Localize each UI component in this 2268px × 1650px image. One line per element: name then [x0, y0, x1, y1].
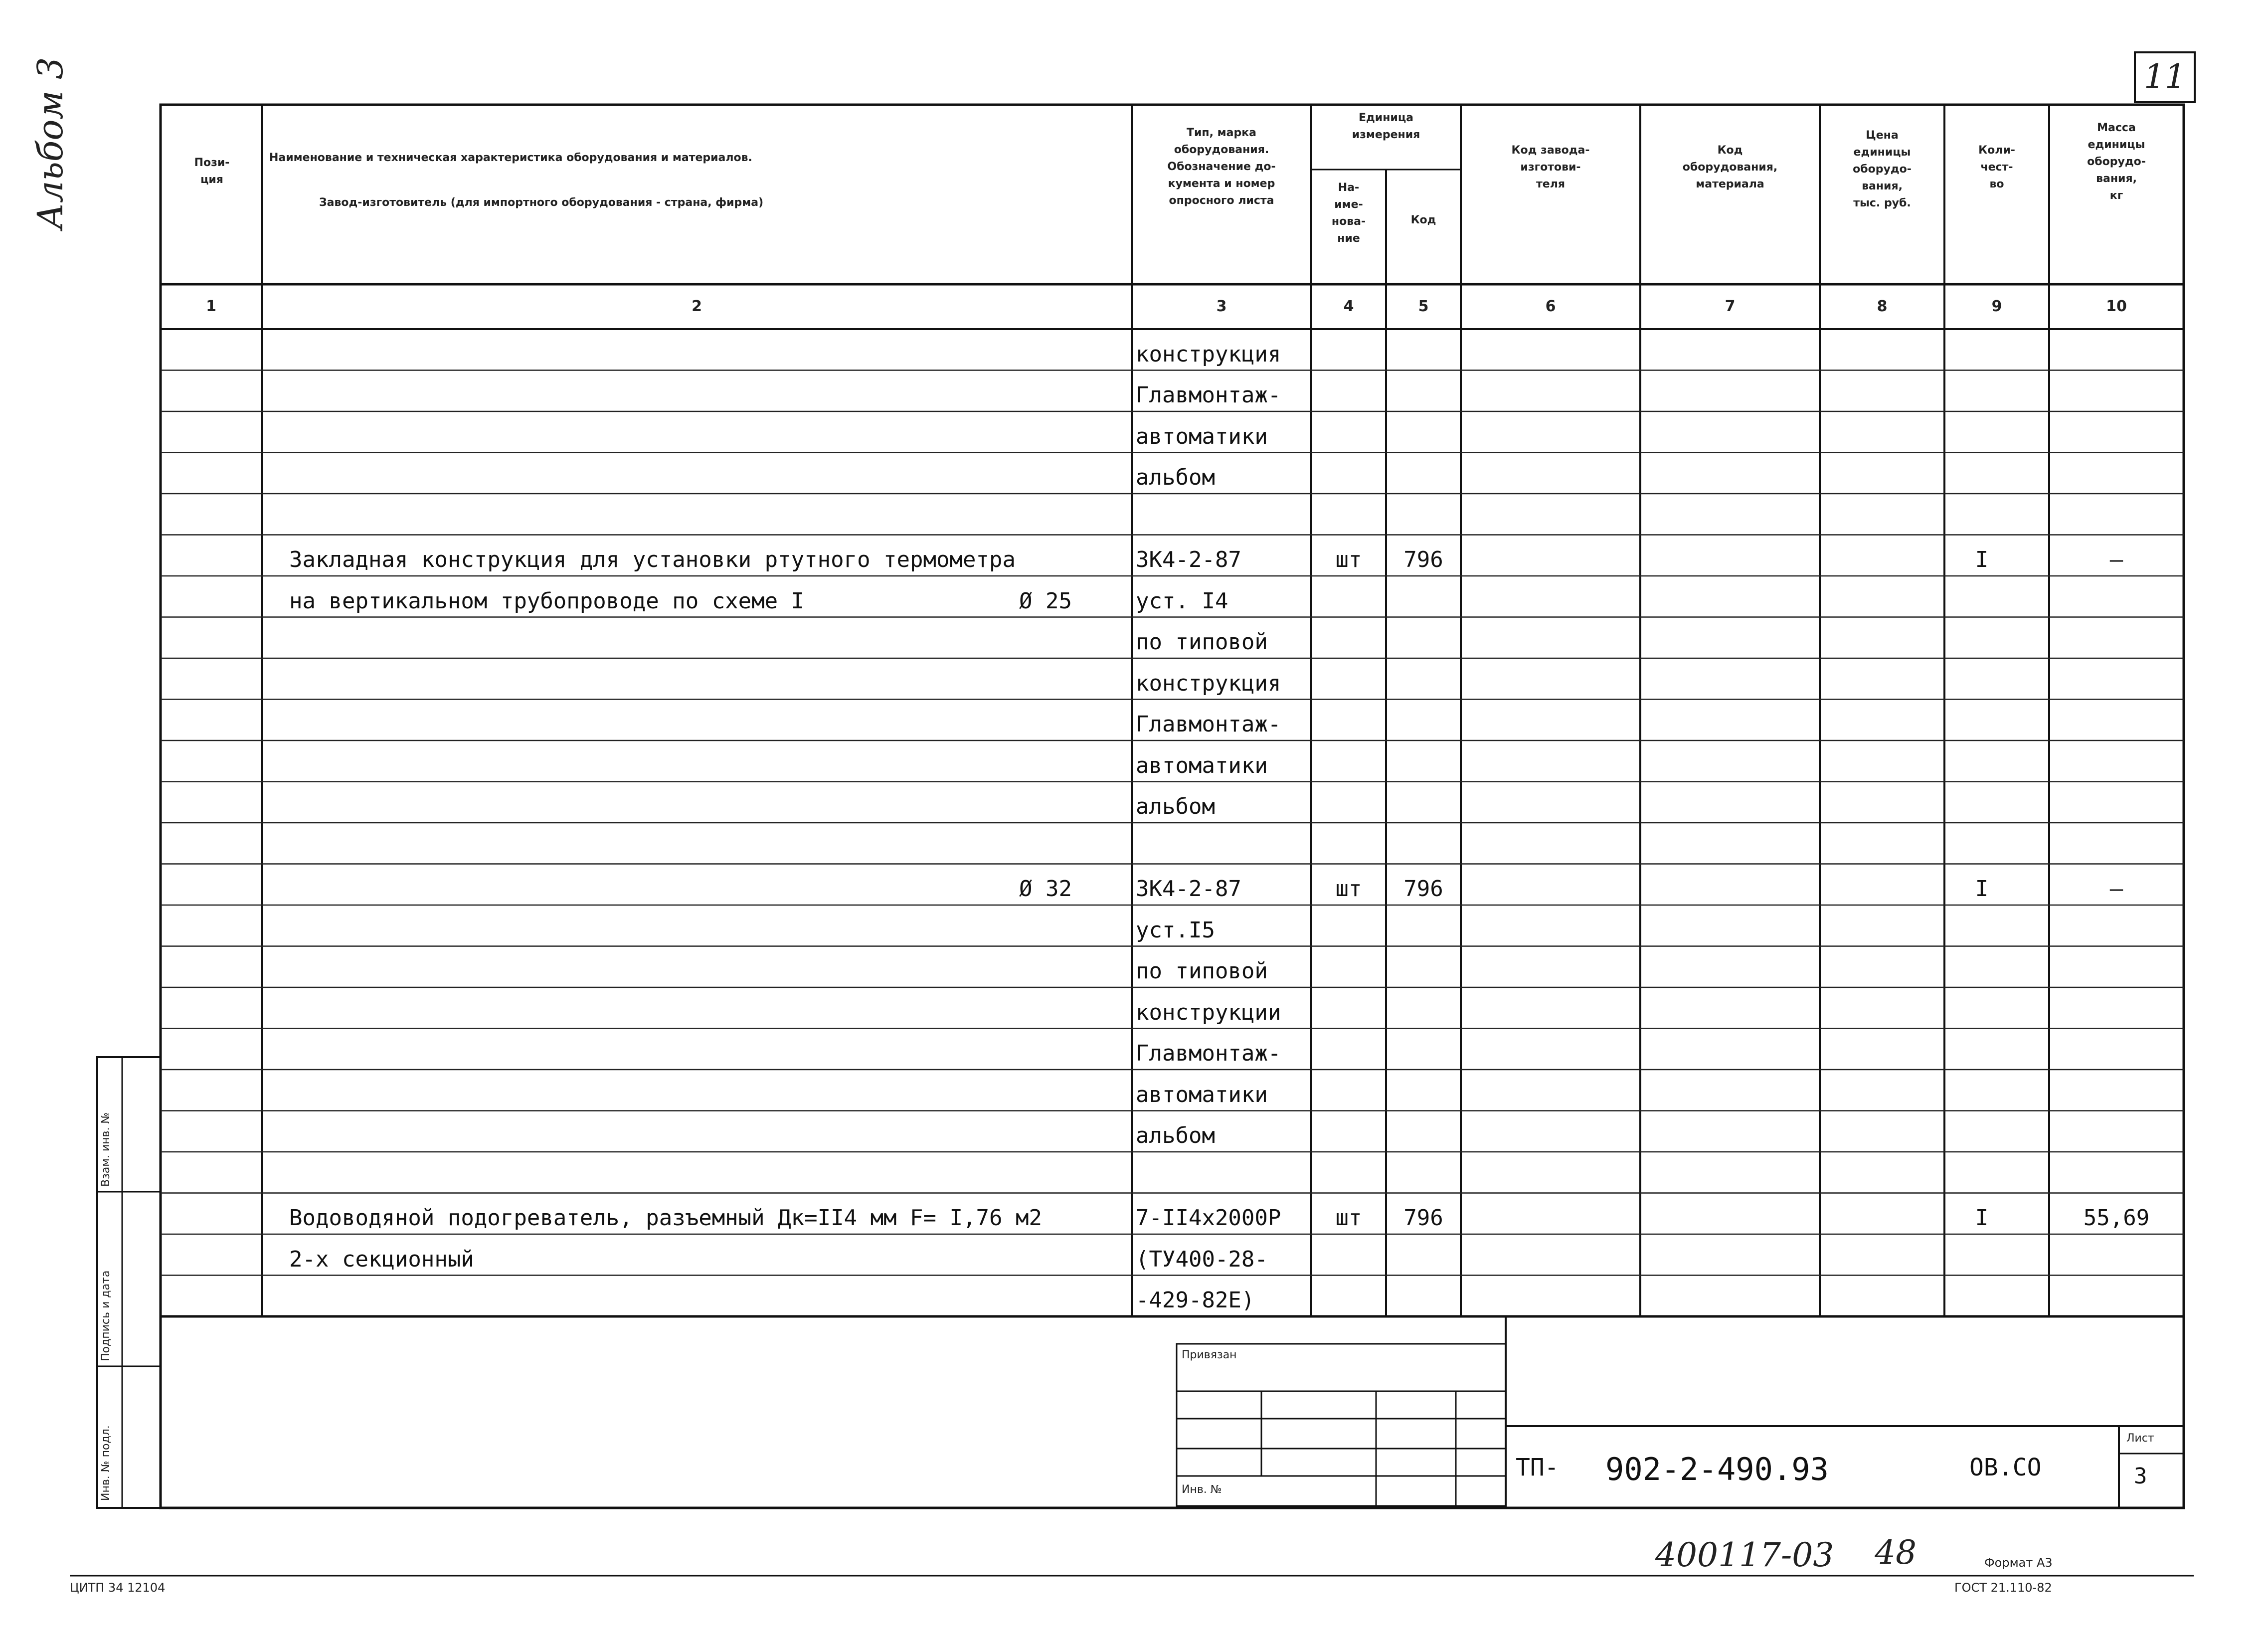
stamp-signature-date: Подпись и дата: [100, 1270, 112, 1361]
cell-quantity: I: [1975, 1205, 1989, 1231]
stamp-original-inv: Инв. № подл.: [100, 1425, 112, 1501]
header-factory-code: Код завода- изготови- теля: [1511, 144, 1590, 190]
column-number: 6: [1545, 298, 1556, 315]
archive-number-handwritten: 400117-03: [1655, 1536, 1834, 1574]
cell-name: Водоводяной подогреватель, разъемный Дк=II4 мм F= I,76 м2: [289, 1205, 1042, 1231]
cell-type: Главмонтаж-: [1136, 382, 1281, 408]
format-label: Формат А3: [1984, 1556, 2053, 1570]
cell-unit-code: 796: [1403, 876, 1443, 902]
cell-type: (ТУ400-28-: [1136, 1246, 1268, 1272]
header-unit: Единица измерения: [1352, 112, 1420, 141]
column-number: 2: [692, 298, 702, 315]
cell-type: конструкция: [1136, 341, 1281, 367]
cell-quantity: I: [1975, 547, 1989, 572]
cell-type: по типовой: [1136, 629, 1268, 655]
cell-type: конструкции: [1136, 999, 1281, 1025]
bottom-left-code: ЦИТП 34 12104: [70, 1581, 166, 1595]
column-number: 3: [1216, 298, 1227, 315]
cell-diameter: Ø 32: [1019, 876, 1072, 902]
cell-unit-code: 796: [1403, 1205, 1443, 1231]
column-number: 4: [1343, 298, 1354, 315]
cell-type: уст.I5: [1136, 917, 1215, 943]
doc-prefix: ТП-: [1516, 1454, 1559, 1481]
corner-sheet-number: 11: [2144, 57, 2186, 96]
archive-mark: Альбом 3: [30, 57, 71, 229]
cell-type: -429-82Е): [1136, 1287, 1255, 1313]
sheet-value: 3: [2134, 1464, 2147, 1489]
cell-type: Главмонтаж-: [1136, 1041, 1281, 1066]
header-mass: Масса единицы оборудо- вания, кг: [2087, 122, 2146, 202]
sheet-label: Лист: [2126, 1432, 2154, 1445]
cell-mass: 55,69: [2083, 1205, 2150, 1231]
cell-type: конструкция: [1136, 670, 1281, 696]
cell-quantity: I: [1975, 876, 1989, 902]
header-name-2: Завод-изготовитель (для импортного оборудования - страна, фирма): [319, 196, 764, 209]
header-position: Пози- ция: [194, 157, 230, 186]
column-number: 9: [1991, 298, 2002, 315]
header-unit-name: На- име- нова- ние: [1331, 182, 1366, 245]
cell-unit-name: шт: [1335, 876, 1362, 902]
cell-name: Закладная конструкция для установки ртутного термометра: [289, 547, 1016, 572]
cell-type: альбом: [1136, 794, 1215, 819]
column-number: 7: [1725, 298, 1736, 315]
cell-type: автоматики: [1136, 1082, 1268, 1107]
header-equipment-code: Код оборудования, материала: [1682, 144, 1778, 190]
cell-name: 2-х секционный: [289, 1246, 474, 1272]
cell-type: по типовой: [1136, 958, 1268, 984]
cell-name: на вертикальном трубопроводе по схеме I: [289, 588, 805, 614]
cell-diameter: Ø 25: [1019, 588, 1072, 614]
doc-number: 902-2-490.93: [1605, 1451, 1829, 1487]
header-name-1: Наименование и техническая характеристика оборудования и материалов.: [269, 152, 752, 164]
header-type: Тип, марка оборудования. Обозначение до- кумента и номер опросного листа: [1167, 127, 1276, 207]
column-number: 1: [206, 298, 216, 315]
page-number-handwritten: 48: [1875, 1533, 1917, 1572]
cell-type: альбом: [1136, 1123, 1215, 1148]
cell-mass: –: [2109, 547, 2123, 572]
privyazan-label: Привязан: [1182, 1349, 1237, 1361]
cell-type: ЗК4-2-87: [1136, 876, 1241, 902]
inv-no-label: Инв. №: [1182, 1483, 1222, 1496]
header-price: Цена единицы оборудо- вания, тыс. руб.: [1853, 129, 1912, 209]
cell-type: автоматики: [1136, 752, 1268, 778]
cell-type: Главмонтаж-: [1136, 712, 1281, 737]
cell-unit-name: шт: [1335, 1205, 1362, 1231]
cell-type: ЗК4-2-87: [1136, 547, 1241, 572]
stamp-replaced-inv: Взам. инв. №: [100, 1112, 112, 1187]
gost-label: ГОСТ 21.110-82: [1954, 1581, 2052, 1595]
doc-suffix: ОВ.СО: [1969, 1454, 2042, 1481]
cell-type: альбом: [1136, 465, 1215, 490]
cell-type: уст. I4: [1136, 588, 1228, 614]
column-number: 5: [1418, 298, 1429, 315]
cell-unit-name: шт: [1335, 547, 1362, 572]
cell-type: автоматики: [1136, 423, 1268, 449]
cell-unit-code: 796: [1403, 547, 1443, 572]
cell-type: 7-II4х2000Р: [1136, 1205, 1281, 1231]
cell-mass: –: [2109, 876, 2123, 902]
column-number: 8: [1877, 298, 1888, 315]
column-number: 10: [2106, 298, 2127, 315]
header-quantity: Коли- чест- во: [1978, 144, 2015, 190]
header-unit-code: Код: [1410, 214, 1436, 226]
